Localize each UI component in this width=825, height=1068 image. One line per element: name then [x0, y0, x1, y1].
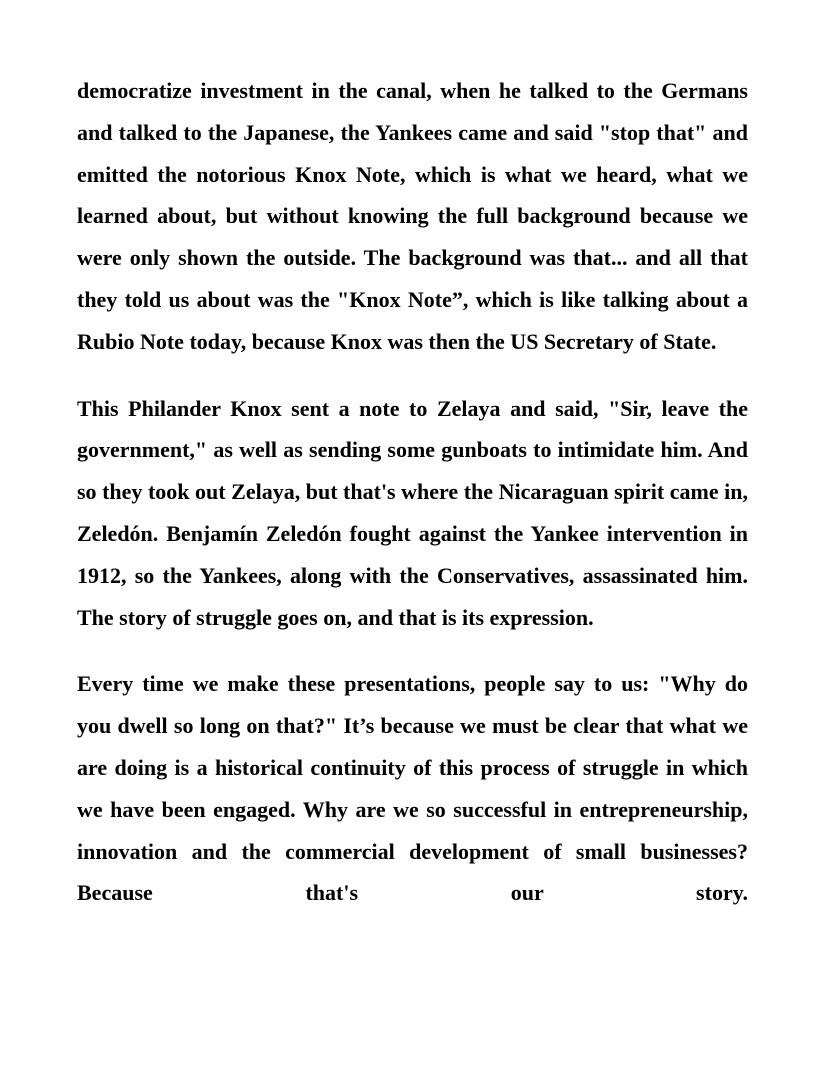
paragraph-1: democratize investment in the canal, when he talked to the Germans and talked to the Japanese, the Yankees came and said "stop that" and emitted the notorious Knox Note, which is what we heard, what we learned about, but without knowing the full background because we were only shown the outside. The background was that... and all that they told us about was the "Knox Note”, which is like talking about a Rubio Note today, because Knox was then the US Secretary of State.: [77, 78, 748, 354]
paragraph-2: This Philander Knox sent a note to Zelaya and said, "Sir, leave the government," as well as sending some gunboats to intimidate him. And so they took out Zelaya, but that's where the Nicaraguan spirit came in, Zeledón. Benjamín Zeledón fought against the Yankee intervention in 1912, so the Yankees, along with the Conservatives, assassinated him. The story of struggle goes on, and that is its expression.: [77, 395, 748, 630]
paragraph-3: Every time we make these presentations, people say to us: "Why do you dwell so long on that?" It’s because we must be clear that what we are doing is a historical continuity of this process of struggle in which we have been engaged. Why are we so successful in entrepreneurship, innovation and the commercial development of small businesses? Because that's our story.: [77, 671, 748, 906]
body-text: [77, 70, 748, 939]
